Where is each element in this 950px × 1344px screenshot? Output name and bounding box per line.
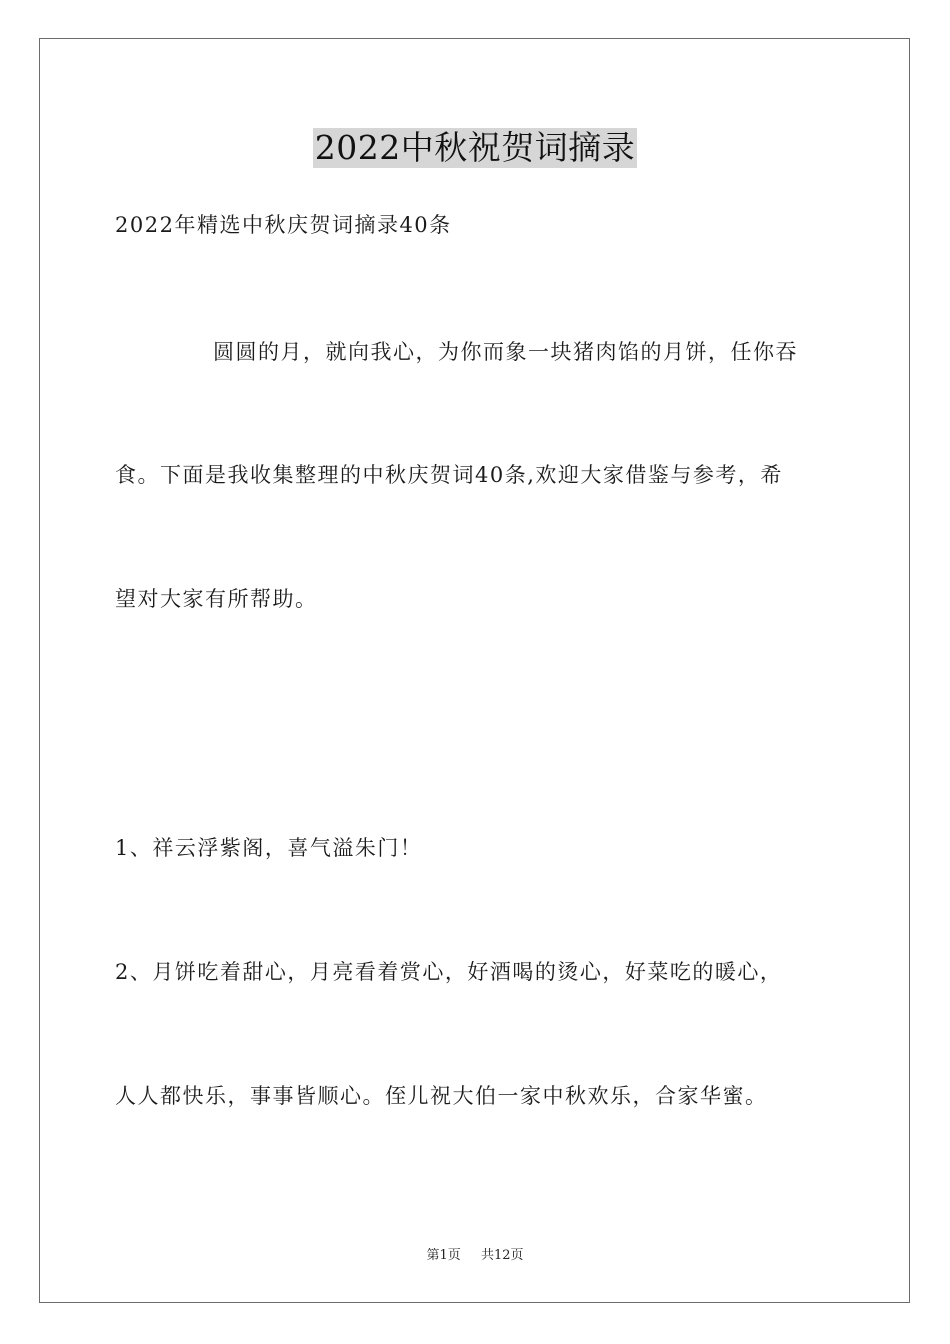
document-title: 2022中秋祝贺词摘录: [314, 128, 636, 167]
page-number-current: 第1页: [426, 1248, 461, 1263]
list-item-2-line-2: 人人都快乐，事事皆顺心。侄儿祝大伯一家中秋欢乐，合家华蜜。: [115, 1084, 768, 1108]
page-number-total: 共12页: [480, 1248, 524, 1263]
intro-line-1: 圆圆的月，就向我心，为你而象一块猪肉馅的月饼，任你吞: [213, 340, 798, 364]
list-item-1: 1、祥云浮紫阁，喜气溢朱门！: [115, 836, 423, 860]
document-subtitle: 2022年精选中秋庆贺词摘录40条: [115, 213, 452, 237]
title-container: [0, 128, 950, 168]
page-footer: [0, 1247, 950, 1265]
intro-line-3: 望对大家有所帮助。: [115, 587, 318, 611]
intro-line-2: 食。下面是我收集整理的中秋庆贺词40条,欢迎大家借鉴与参考，希: [115, 463, 783, 487]
list-item-2-line-1: 2、月饼吃着甜心，月亮看着赏心，好酒喝的烫心，好菜吃的暖心，: [115, 960, 783, 984]
